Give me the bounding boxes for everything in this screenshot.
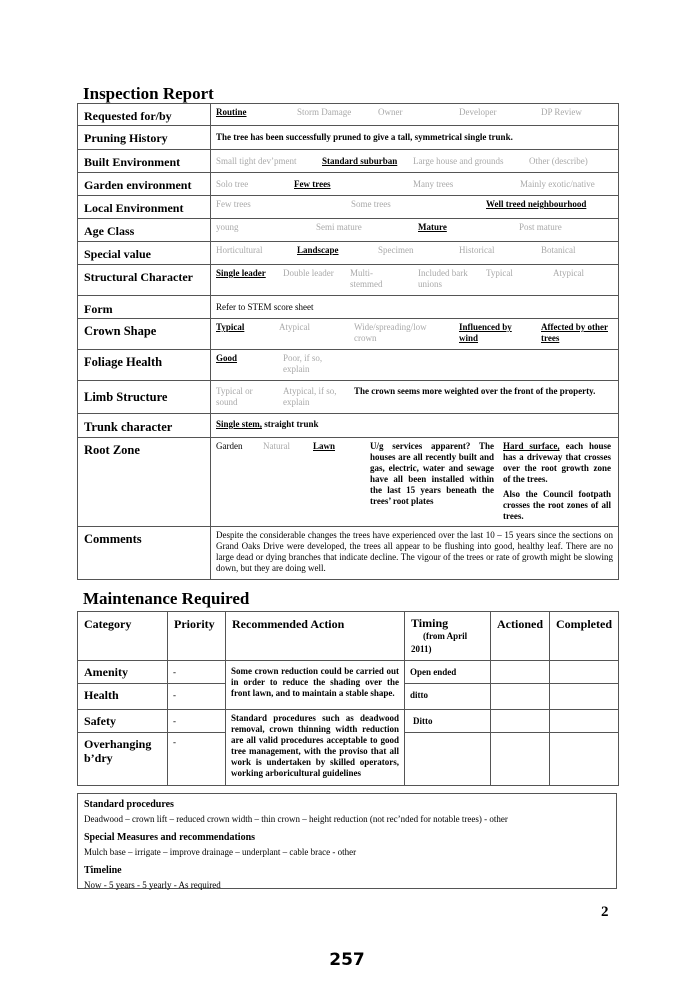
row-root xyxy=(78,438,619,527)
inspection-table xyxy=(77,103,619,580)
opt-developer: Developer xyxy=(459,107,497,117)
root-surface xyxy=(503,441,611,522)
header-completed: Completed xyxy=(550,612,619,661)
row-trunk xyxy=(78,414,619,438)
opt-root-garden: Garden xyxy=(216,441,243,451)
completed-health xyxy=(550,684,619,710)
opt-historical: Historical xyxy=(459,245,495,255)
section-number: 2 xyxy=(601,904,609,920)
opt-crown-typical: Typical xyxy=(216,322,245,332)
timing-safety: Ditto xyxy=(405,710,491,733)
pruning-text: The tree has been successfully pruned to give a tall, symmetrical single trunk. xyxy=(211,126,619,150)
header-actioned: Actioned xyxy=(491,612,550,661)
header-action: Recommended Action xyxy=(226,612,405,661)
opt-local-some: Some trees xyxy=(351,199,391,209)
standard-procedures-title: Standard procedures xyxy=(84,799,174,810)
trunk-single-stem: Single stem, xyxy=(216,419,262,429)
opt-few-trees: Few trees xyxy=(294,179,331,189)
label-root: Root Zone xyxy=(78,438,211,527)
opt-standard-suburban: Standard suburban xyxy=(322,156,398,166)
opt-dp-review: DP Review xyxy=(541,107,582,117)
opt-other-describe: Other (describe) xyxy=(529,156,588,166)
opt-horticultural: Horticultural xyxy=(216,245,263,255)
action-2: Standard procedures such as deadwood removal, crown thinning width reduction are all valid procedures acceptable to good tree management, with the proviso that all work is undertaken by skilled operators, working arboricultural guidelines xyxy=(226,710,405,786)
label-built: Built Environment xyxy=(78,150,211,173)
opt-multi-stemmed: Multi-stemmed xyxy=(350,268,383,289)
row-comments xyxy=(78,527,619,580)
special-measures-text: Mulch base – irrigate – improve drainage – underplant – cable brace - other xyxy=(84,847,357,857)
opt-mature: Mature xyxy=(418,222,447,232)
actioned-safety xyxy=(491,710,550,733)
row-local xyxy=(78,196,619,219)
special-measures-title: Special Measures and recommendations xyxy=(84,832,256,843)
header-timing: Timing xyxy=(411,616,449,630)
header-category: Category xyxy=(78,612,168,661)
label-special: Special value xyxy=(78,242,211,265)
opt-storm-damage: Storm Damage xyxy=(297,107,352,117)
action-1: Some crown reduction could be carried out in order to reduce the shading over the front lawn, and to maintain a stable shape. xyxy=(226,661,405,710)
inspection-report-title: Inspection Report xyxy=(83,84,214,103)
opt-owner: Owner xyxy=(378,107,403,117)
timing-overhanging xyxy=(405,733,491,786)
opt-crown-atypical: Atypical xyxy=(279,322,310,332)
opt-included-bark: Included bark unions xyxy=(418,268,468,289)
label-requested: Requested for/by xyxy=(78,104,211,126)
row-crown xyxy=(78,319,619,350)
label-foliage: Foliage Health xyxy=(78,350,211,381)
category-health: Health xyxy=(78,684,168,710)
opt-good: Good xyxy=(216,353,238,363)
completed-overhanging xyxy=(550,733,619,786)
row-pruning xyxy=(78,126,619,150)
opt-double-leader: Double leader xyxy=(283,268,334,278)
root-services: U/g services apparent? The houses are all recently built and gas, electric, water and sewage have all been installed within the last 15 years beneath the trees’ root plates xyxy=(370,441,494,506)
opt-young: young xyxy=(216,222,239,232)
actioned-amenity xyxy=(491,661,550,684)
opt-small-tight: Small tight dev’pment xyxy=(216,156,297,166)
opt-landscape: Landscape xyxy=(297,245,339,255)
row-limb xyxy=(78,381,619,414)
root-footpath: Also the Council footpath crosses the root zones of all trees. xyxy=(503,489,611,521)
label-trunk: Trunk character xyxy=(78,414,211,438)
category-safety: Safety xyxy=(78,710,168,733)
opt-poor: Poor, if so, explain xyxy=(283,353,323,374)
row-garden xyxy=(78,173,619,196)
header-timing-note: (from April 2011) xyxy=(411,631,468,654)
maintenance-row-safety xyxy=(78,710,619,733)
opt-local-few: Few trees xyxy=(216,199,251,209)
completed-amenity xyxy=(550,661,619,684)
row-requested xyxy=(78,104,619,126)
priority-amenity: - xyxy=(168,661,226,684)
opt-post-mature: Post mature xyxy=(519,222,562,232)
opt-limb-atypical: Atypical, if so, explain xyxy=(283,386,337,407)
category-overhanging: Overhanging b’dry xyxy=(78,733,168,786)
maintenance-title: Maintenance Required xyxy=(83,589,250,608)
label-pruning: Pruning History xyxy=(78,126,211,150)
row-structural xyxy=(78,265,619,296)
label-age: Age Class xyxy=(78,219,211,242)
opt-botanical: Botanical xyxy=(541,245,576,255)
timeline-text: Now - 5 years - 5 yearly - As required xyxy=(84,880,221,890)
comments-text: Despite the considerable changes the trees have experienced over the last 10 – 15 years since the sections on Grand Oaks Drive were developed, the trees all appear to be flushing into good, healthy leaf. There are no large dead or dying branches that indicate decline. The vigour of the trees or rate of growth might be slowing down, but they are doing well. xyxy=(211,527,619,580)
completed-safety xyxy=(550,710,619,733)
timing-health: ditto xyxy=(405,684,491,710)
opt-semi-mature: Semi mature xyxy=(316,222,362,232)
opt-root-natural: Natural xyxy=(263,441,290,451)
trunk-note: straight trunk xyxy=(264,419,319,429)
label-limb: Limb Structure xyxy=(78,381,211,414)
row-special xyxy=(78,242,619,265)
standard-procedures-text: Deadwood – crown lift – reduced crown width – thin crown – height reduction (not rec’nded for notable trees) - other xyxy=(84,814,508,824)
timing-amenity: Open ended xyxy=(405,661,491,684)
label-local: Local Environment xyxy=(78,196,211,219)
form-text: Refer to STEM score sheet xyxy=(211,296,619,319)
actioned-overhanging xyxy=(491,733,550,786)
maintenance-row-amenity xyxy=(78,661,619,684)
opt-wide-spreading: Wide/spreading/low crown xyxy=(354,322,427,343)
timeline-title: Timeline xyxy=(84,865,122,876)
opt-solo-tree: Solo tree xyxy=(216,179,249,189)
label-form: Form xyxy=(78,296,211,319)
row-built xyxy=(78,150,619,173)
opt-typical: Typical xyxy=(486,268,513,278)
opt-single-leader: Single leader xyxy=(216,268,266,278)
category-amenity: Amenity xyxy=(78,661,168,684)
opt-root-lawn: Lawn xyxy=(313,441,336,451)
root-surface-label: Hard surface, xyxy=(503,441,560,451)
root-surface-text: each house has a driveway that crosses over the root growth zone of the trees. xyxy=(503,441,611,484)
actioned-health xyxy=(491,684,550,710)
label-garden: Garden environment xyxy=(78,173,211,196)
priority-overhanging: - xyxy=(168,733,226,786)
procedures-box xyxy=(77,793,617,889)
row-form xyxy=(78,296,619,319)
label-comments: Comments xyxy=(78,527,211,580)
priority-health: - xyxy=(168,684,226,710)
row-foliage xyxy=(78,350,619,381)
priority-safety: - xyxy=(168,710,226,733)
opt-routine: Routine xyxy=(216,107,247,117)
opt-influenced-wind: Influenced by wind xyxy=(459,322,512,343)
opt-large-house: Large house and grounds xyxy=(413,156,504,166)
opt-affected-trees: Affected by other trees xyxy=(541,322,608,343)
opt-specimen: Specimen xyxy=(378,245,414,255)
maintenance-table xyxy=(77,611,619,786)
opt-many-trees: Many trees xyxy=(413,179,454,189)
opt-mainly-exotic: Mainly exotic/native xyxy=(520,179,595,189)
limb-note: The crown seems more weighted over the front of the property. xyxy=(354,386,596,396)
label-crown: Crown Shape xyxy=(78,319,211,350)
opt-well-treed: Well treed neighbourhood xyxy=(486,199,587,209)
page-number: 257 xyxy=(329,950,365,970)
row-age xyxy=(78,219,619,242)
opt-atypical: Atypical xyxy=(553,268,584,278)
label-structural: Structural Character xyxy=(78,265,211,296)
header-priority: Priority xyxy=(168,612,226,661)
opt-limb-typical: Typical or sound xyxy=(216,386,253,407)
maintenance-header-row xyxy=(78,612,619,661)
